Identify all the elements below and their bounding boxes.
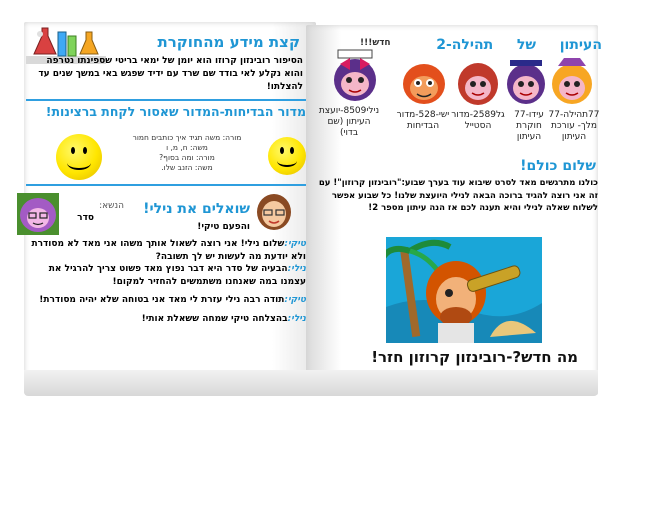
- researcher-title: קצת מידע מהחוקרת: [157, 33, 300, 51]
- staff-avatar-nili: [330, 48, 380, 106]
- caption-ido: עידו-77 חוקרת העיתון: [514, 110, 544, 142]
- caption-gal: גל2589-מדור הסטייל: [451, 110, 505, 131]
- dialog-text: בהצלחה טיקי שמחה ששאלת אותי!: [141, 313, 288, 324]
- caption-tehila: 77תהילה-77 מלך- עורכת העיתון: [548, 110, 600, 142]
- ask-intro: והפעם טיקי!: [197, 222, 250, 232]
- speaker-label: טיקי:: [284, 295, 306, 305]
- dialog-line: [28, 313, 306, 326]
- caption-nili: נילי8509-יועצת העיתון (שם בדוי): [318, 106, 380, 138]
- subject-label: הנשא:: [99, 201, 124, 211]
- joke-line: משה: ח, מ, ו: [166, 143, 208, 152]
- divider-middle: [26, 184, 306, 186]
- joke-line: משה: הזנב שלו.: [161, 163, 213, 172]
- title-word-tehila: תהילה-2: [436, 37, 494, 53]
- newspaper-title: [402, 37, 602, 53]
- staff-avatar-yishai: [400, 56, 448, 108]
- subject-value: סדר: [77, 213, 94, 223]
- joke-line: מורה: ומה בסוף?: [159, 153, 215, 162]
- dialog-line: [28, 238, 306, 263]
- smiley-left-icon: [56, 134, 102, 180]
- speaker-label: נילי:: [287, 264, 306, 274]
- dialog-line: [28, 263, 306, 288]
- page-bottom-edge: [24, 370, 598, 396]
- divider-top: [26, 99, 306, 101]
- staff-avatar-gal: [456, 56, 500, 108]
- joke-text: [112, 133, 262, 173]
- greeting: שלום כולם!: [520, 158, 596, 174]
- staff-avatar-tehila: [550, 56, 594, 108]
- dialog-text: שלום נילי! אני רוצה לשאול אותך משהו אני מאד לא מסודרת ולא יודעת מה לעשות יש לך תשובה?: [31, 239, 306, 262]
- joke-line: מורה: משה תגיד איך כותבים חמור: [132, 133, 242, 142]
- staff-avatar-ido: [504, 56, 548, 108]
- caption-yishai: ישי-528-מדור הבדיחות: [396, 110, 450, 131]
- headline: מה חדש?-רובינזון קרוזון חזר!: [371, 348, 578, 366]
- dialog: [28, 238, 306, 325]
- title-word-newspaper: העיתון: [559, 37, 602, 53]
- smiley-right-icon: [268, 137, 306, 175]
- robinson-crusoe-image: [386, 237, 542, 343]
- new-label: חדש!!!: [360, 38, 391, 48]
- jokes-title: מדור הבדיחות-המדור שאסור לקחת ברצינות!: [45, 104, 306, 119]
- tiki-avatar: [17, 193, 59, 235]
- speaker-label: טיקי:: [284, 239, 306, 249]
- ask-nili-title: שואלים את נילי!: [143, 201, 250, 217]
- dialog-line: [28, 294, 306, 307]
- speaker-label: נילי:: [287, 313, 306, 324]
- intro-paragraph: כולנו מתרגשים מאד לסרט שיבוא עוד בערך שבוע:"רובינזון קרוזון"! עם זה אני רוצה להגיד ברוכה הבאה לנילי היועצת שלנו! כל שבוע אפשר לשלוח שאלה לנילי והיא תענה לכם אז הנה עיתון מספר 2!: [318, 178, 598, 213]
- dialog-text: הבעיה של סדר היא דבר נפוץ מאד פשוט צריך להרגיל את עצמנו במה שאנחנו משתמשים להחזיר למקום!: [48, 264, 306, 287]
- nili-avatar: [253, 190, 295, 232]
- dialog-text: תודה רבה נילי עזרת לי מאד אני בטוחה שלא יהיה מסודרת!: [39, 295, 285, 305]
- title-word-of: של: [516, 37, 536, 53]
- researcher-story: הסיפור רובינזון קרוזו הוא יומן של ימאי בריטי שספינתו נטרפה והוא נקלע לאי בודד שם שרד עם ידיד שפגש באי במשך שנים עד להצלתו!: [38, 56, 303, 92]
